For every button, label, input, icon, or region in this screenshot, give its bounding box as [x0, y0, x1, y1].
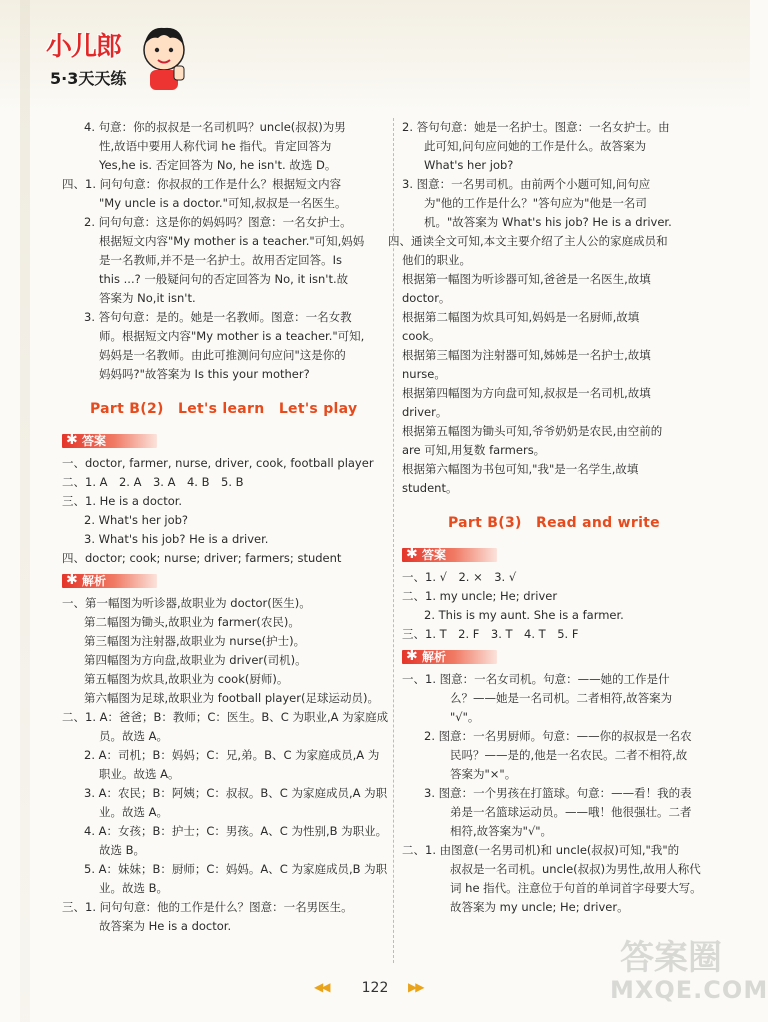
- text-line: 机。"故答案为 What's his job? He is a driver.: [424, 215, 672, 229]
- text-line: 妈妈吗?"故答案为 Is this your mother?: [99, 367, 310, 381]
- text-line: 4. A：女孩；B：护士；C：男孩。A、C 为性别,B 为职业。: [84, 824, 388, 838]
- text-line: 4. 句意：你的叔叔是一名司机吗？uncle(叔叔)为男: [84, 120, 346, 134]
- text-line: 二、1. A：爸爸；B：教师；C：医生。B、C 为职业,A 为家庭成: [62, 710, 389, 724]
- text-line: 一、第一幅图为听诊器,故职业为 doctor(医生)。: [62, 596, 311, 610]
- answer-line: 一、doctor, farmer, nurse, driver, cook, football player: [62, 456, 374, 470]
- text-line: 第六幅图为足球,故职业为 football player(足球运动员)。: [84, 691, 379, 705]
- text-line: 二、1. 由图意(一名男司机)和 uncle(叔叔)可知,"我"的: [402, 843, 680, 857]
- answer-tag-label: 答案: [82, 434, 107, 448]
- text-line: this ...? 一般疑问句的否定回答为 No, it isn't.故: [99, 272, 349, 286]
- watermark-title: 答案圈: [620, 938, 722, 978]
- watermark-url: MXQE.COM: [610, 976, 768, 1004]
- text-line: 根据第一幅图为听诊器可知,爸爸是一名医生,故填: [402, 272, 651, 286]
- answer-line: 一、1. √ 2. × 3. √: [402, 570, 517, 584]
- site-watermark: [600, 930, 768, 1015]
- text-line: 叔叔是一名司机。uncle(叔叔)为男性,故用人称代: [450, 862, 701, 876]
- text-line: student。: [402, 481, 458, 495]
- text-line: 3. 图意：一个男孩在打篮球。句意：——看！我的表: [424, 786, 692, 800]
- text-line: 第四幅图为方向盘,故职业为 driver(司机)。: [84, 653, 307, 667]
- text-line: 根据第五幅图为锄头可知,爷爷奶奶是农民,由空前的: [402, 424, 663, 438]
- text-line: 三、1. 问句句意：他的工作是什么？图意：一名男医生。: [62, 900, 353, 914]
- text-line: 民吗？——是的,他是一名农民。二者不相符,故: [450, 748, 688, 762]
- text-line: 此可知,问句应问她的工作是什么。故答案为: [424, 139, 647, 153]
- text-line: 员。故选 A。: [99, 729, 169, 743]
- answer-line: 三、1. He is a doctor.: [62, 494, 183, 508]
- text-line: Yes,he is. 否定回答为 No, he isn't. 故选 D。: [99, 158, 337, 172]
- text-line: 2. 问句句意：这是你的妈妈吗？图意：一名女护士。: [84, 215, 352, 229]
- star-icon: ✱: [66, 432, 78, 448]
- analysis-tag: [62, 572, 107, 590]
- right-column: [388, 118, 702, 917]
- text-line: 故选 B。: [99, 843, 146, 857]
- section-title: Part B(3) Read and write: [448, 515, 660, 531]
- answer-line: 四、doctor; cook; nurse; driver; farmers; student: [62, 551, 342, 565]
- text-line: 答案为"×"。: [450, 767, 517, 781]
- text-line: 一、1. 图意：一名女司机。句意：——她的工作是什: [402, 672, 670, 686]
- brand-logo: [40, 20, 180, 95]
- text-line: 根据第三幅图为注射器可知,姊姊是一名护士,故填: [402, 348, 651, 362]
- left-column: [62, 118, 387, 936]
- page-header: [0, 0, 750, 110]
- page-edge-strip: [20, 0, 30, 1022]
- text-line: "My uncle is a doctor."可知,叔叔是一名医生。: [99, 196, 347, 210]
- text-line: 答案为 No,it isn't.: [99, 291, 196, 305]
- text-line: 第二幅图为锄头,故职业为 farmer(农民)。: [84, 615, 300, 629]
- logo-subtitle: 5·3天天练: [50, 69, 127, 88]
- text-line: 2. 图意：一名男厨师。句意：——你的叔叔是一名农: [424, 729, 692, 743]
- text-line: 职业。故选 A。: [99, 767, 180, 781]
- next-arrows-icon: ▶▶: [408, 980, 423, 994]
- text-line: are 可知,用复数 farmers。: [402, 443, 546, 457]
- text-line: What's her job?: [424, 158, 514, 172]
- text-line: 根据第四幅图为方向盘可知,叔叔是一名司机,故填: [402, 386, 651, 400]
- text-line: 故答案为 He is a doctor.: [99, 919, 232, 933]
- text-line: 四、1. 问句句意：你叔叔的工作是什么？根据短文内容: [62, 177, 342, 191]
- answer-line: 2. What's her job?: [84, 513, 189, 527]
- answer-tag: [62, 432, 107, 450]
- text-line: 业。故选 B。: [99, 881, 169, 895]
- text-line: 第五幅图为炊具,故职业为 cook(厨师)。: [84, 672, 289, 686]
- text-line: 3. A：农民；B：阿姨；C：叔叔。B、C 为家庭成员,A 为职: [84, 786, 388, 800]
- analysis-tag: [402, 648, 447, 666]
- text-line: 故答案为 my uncle; He; driver。: [450, 900, 629, 914]
- text-line: 根据第六幅图为书包可知,"我"是一名学生,故填: [402, 462, 639, 476]
- answer-line: 2. This is my aunt. She is a farmer.: [424, 608, 624, 622]
- text-line: 弟是一名篮球运动员。——哦！他很强壮。二者: [450, 805, 692, 819]
- star-icon: ✱: [406, 546, 418, 562]
- text-line: 相符,故答案为"√"。: [450, 824, 553, 838]
- text-line: 是一名教师,并不是一名护士。故用否定回答。Is: [99, 253, 343, 267]
- prev-arrows-icon: ◀◀: [314, 980, 329, 994]
- text-line: 师。根据短文内容"My mother is a teacher."可知,: [99, 329, 365, 343]
- text-line: 2. A：司机；B：妈妈；C：兄,弟。B、C 为家庭成员,A 为: [84, 748, 380, 762]
- text-line: 根据第二幅图为炊具可知,妈妈是一名厨师,故填: [402, 310, 640, 324]
- text-line: 他们的职业。: [402, 253, 471, 267]
- text-line: 为"他的工作是什么？"答句应为"他是一名司: [424, 196, 647, 210]
- text-line: 2. 答句句意：她是一名护士。图意：一名女护士。由: [402, 120, 670, 134]
- star-icon: ✱: [406, 648, 418, 664]
- text-line: 么？——她是一名司机。二者相符,故答案为: [450, 691, 673, 705]
- text-line: 3. 答句句意：是的。她是一名教师。图意：一名女教: [84, 310, 352, 324]
- section-title: Part B(2) Let's learn Let's play: [90, 401, 358, 417]
- logo-title: 小儿郎: [46, 32, 122, 62]
- text-line: 3. 图意：一名男司机。由前两个小题可知,问句应: [402, 177, 651, 191]
- analysis-tag-label: 解析: [422, 650, 447, 664]
- text-line: doctor。: [402, 291, 451, 305]
- text-line: 妈妈是一名教师。由此可推测问句应问"这是你的: [99, 348, 346, 362]
- text-line: driver。: [402, 405, 448, 419]
- text-line: 性,故语中要用人称代词 he 指代。肯定回答为: [99, 139, 332, 153]
- answer-line: 三、1. T 2. F 3. T 4. T 5. F: [402, 627, 579, 641]
- text-line: 四、通读全文可知,本文主要介绍了主人公的家庭成员和: [388, 234, 668, 248]
- text-line: "√"。: [450, 710, 480, 724]
- text-line: 业。故选 A。: [99, 805, 169, 819]
- text-line: 5. A：妹妹；B：厨师；C：妈妈。A、C 为家庭成员,B 为职: [84, 862, 388, 876]
- text-line: 根据短文内容"My mother is a teacher."可知,妈妈: [99, 234, 365, 248]
- text-line: cook。: [402, 329, 441, 343]
- text-line: 第三幅图为注射器,故职业为 nurse(护士)。: [84, 634, 306, 648]
- answer-line: 3. What's his job? He is a driver.: [84, 532, 269, 546]
- page-number: 122: [361, 980, 389, 996]
- analysis-tag-label: 解析: [82, 574, 107, 588]
- answer-tag-label: 答案: [422, 548, 447, 562]
- star-icon: ✱: [66, 572, 78, 588]
- cartoon-boy-icon: [134, 20, 194, 92]
- text-line: 词 he 指代。注意位于句首的单词首字母要大写。: [450, 881, 702, 895]
- answer-tag: [402, 546, 447, 564]
- answer-line: 二、1. my uncle; He; driver: [402, 589, 558, 603]
- answer-line: 二、1. A 2. A 3. A 4. B 5. B: [62, 475, 244, 489]
- text-line: nurse。: [402, 367, 446, 381]
